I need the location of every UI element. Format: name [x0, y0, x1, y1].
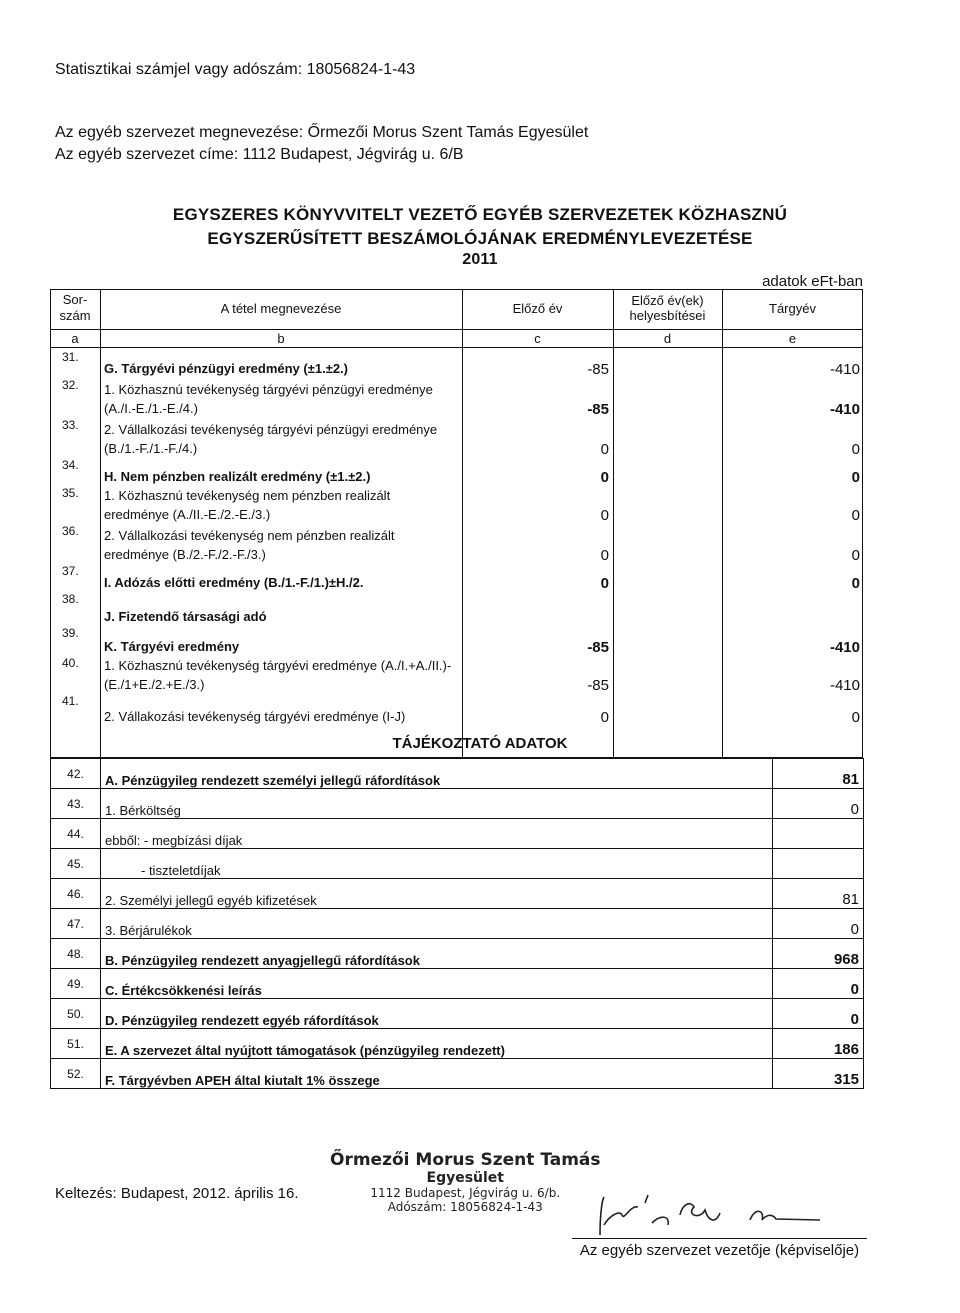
info-row — [51, 999, 864, 1029]
row-adj-value — [613, 418, 718, 458]
row-label: G. Tárgyévi pénzügyi eredmény (±1.±2.) — [104, 361, 349, 376]
info-row-value: 0 — [773, 999, 864, 1029]
row-prev-value: 0 — [600, 709, 609, 726]
info-row-label: C. Értékcsökkenési leírás — [101, 969, 773, 999]
row-cur-value: -410 — [829, 639, 860, 656]
row-adj-value — [613, 378, 718, 418]
info-row-number: 51. — [51, 1029, 101, 1059]
col-header-name: A tétel megnevezése — [220, 301, 342, 316]
row-number: 37. — [62, 564, 79, 578]
info-row-label: 3. Bérjárulékok — [101, 909, 773, 939]
row-cur-value: 0 — [851, 507, 860, 524]
info-row-value: 0 — [773, 789, 864, 819]
report-title-line2: EGYSZERŰSÍTETT BESZÁMOLÓJÁNAK EREDMÉNYLEVEZETÉSE — [207, 229, 753, 248]
row-number: 31. — [62, 350, 79, 364]
header-divider — [50, 329, 863, 330]
organization-stamp — [330, 1150, 601, 1214]
info-row-label: F. Tárgyévben APEH által kiutalt 1% összege — [101, 1059, 773, 1089]
info-row-number: 48. — [51, 939, 101, 969]
row-number: 34. — [62, 458, 79, 472]
info-row-value — [773, 819, 864, 849]
col-divider — [100, 289, 101, 758]
stamp-line3: 1112 Budapest, Jégvirág u. 6/b. — [370, 1186, 561, 1200]
col-letter-c: c — [534, 331, 541, 346]
info-row-value: 0 — [773, 909, 864, 939]
col-header-cur: Tárgyév — [769, 301, 816, 316]
row-label: J. Fizetendő társasági adó — [104, 609, 267, 624]
col-header-sorszam: Sor- szám — [59, 292, 91, 323]
col-header-adj: Előző év(ek) helyesbítései — [629, 293, 706, 323]
info-row — [51, 909, 864, 939]
row-label: K. Tárgyévi eredmény — [104, 639, 240, 654]
info-row-value: 968 — [773, 939, 864, 969]
info-row — [51, 849, 864, 879]
row-cur-value: 0 — [851, 575, 860, 592]
row-cur-value: -410 — [829, 401, 860, 418]
row-label: 1. Közhasznú tevékenység tárgyévi pénzügyi eredménye (A./I.-E./1.-E./4.) — [104, 382, 433, 416]
info-row-label: B. Pénzügyileg rendezett anyagjellegű ráfordítások — [101, 939, 773, 969]
info-row — [51, 789, 864, 819]
row-prev-value: -85 — [587, 639, 609, 656]
row-prev-value — [462, 592, 609, 626]
info-row — [51, 969, 864, 999]
info-row-label: A. Pénzügyileg rendezett személyi jellegű ráfordítások — [101, 759, 773, 789]
row-label: 1. Közhasznú tevékenység tárgyévi eredménye (A./I.+A./II.)- (E./1+E./2.+E./3.) — [104, 658, 452, 692]
col-letter-b: b — [277, 331, 285, 346]
row-cur-value: 0 — [851, 441, 860, 458]
row-adj-value — [613, 486, 718, 524]
info-row — [51, 1029, 864, 1059]
info-row — [51, 819, 864, 849]
row-prev-value: 0 — [600, 441, 609, 458]
tax-id-line: Statisztikai számjel vagy adószám: 18056824-1-43 — [55, 61, 416, 78]
info-row-label: - tiszteletdíjak — [101, 849, 773, 879]
row-label: H. Nem pénzben realizált eredmény (±1.±2.) — [104, 469, 371, 484]
letters-divider — [50, 347, 863, 348]
row-adj-value — [613, 626, 718, 656]
row-prev-value: -85 — [587, 677, 609, 694]
info-row-number: 52. — [51, 1059, 101, 1089]
signature-line — [572, 1238, 867, 1239]
col-letter-a: a — [71, 331, 79, 346]
info-row-label: ebből: - megbízási díjak — [101, 819, 773, 849]
row-prev-value: -85 — [587, 361, 609, 378]
row-adj-value — [613, 694, 718, 726]
info-row-number: 44. — [51, 819, 101, 849]
row-number: 36. — [62, 524, 79, 538]
row-cur-value — [722, 592, 860, 626]
row-label: 1. Közhasznú tevékenység nem pénzben realizált eredménye (A./II.-E./2.-E./3.) — [104, 488, 391, 522]
info-row-number: 49. — [51, 969, 101, 999]
info-row-number: 45. — [51, 849, 101, 879]
row-adj-value — [613, 524, 718, 564]
row-number: 35. — [62, 486, 79, 500]
report-title-line1: EGYSZERES KÖNYVVITELT VEZETŐ EGYÉB SZERVEZETEK KÖZHASZNÚ — [172, 205, 788, 224]
row-prev-value: 0 — [600, 575, 609, 592]
row-adj-value — [613, 656, 718, 694]
info-row-value — [773, 849, 864, 879]
unit-label: adatok eFt-ban — [762, 273, 863, 290]
report-year: 2011 — [462, 251, 498, 268]
info-row-label: 1. Bérköltség — [101, 789, 773, 819]
row-number: 38. — [62, 592, 79, 606]
info-row-number: 43. — [51, 789, 101, 819]
info-row — [51, 879, 864, 909]
row-number: 41. — [62, 694, 79, 708]
info-row-value: 315 — [773, 1059, 864, 1089]
info-row-number: 46. — [51, 879, 101, 909]
org-address-line: Az egyéb szervezet címe: 1112 Budapest, Jégvirág u. 6/B — [55, 146, 464, 163]
info-row-label: D. Pénzügyileg rendezett egyéb ráfordítások — [101, 999, 773, 1029]
info-row-label: 2. Személyi jellegű egyéb kifizetések — [101, 879, 773, 909]
info-row-number: 50. — [51, 999, 101, 1029]
row-label: 2. Vállalkozási tevékenység tárgyévi pénzügyi eredménye (B./1.-F./1.-F./4.) — [104, 422, 438, 456]
row-number: 32. — [62, 378, 79, 392]
row-adj-value — [613, 350, 718, 378]
row-cur-value: 0 — [851, 469, 860, 486]
info-table — [50, 758, 864, 1089]
stamp-line1: Őrmezői Morus Szent Tamás — [330, 1150, 601, 1170]
row-adj-value — [613, 564, 718, 592]
info-row-number: 42. — [51, 759, 101, 789]
info-section-title: TÁJÉKOZTATÓ ADATOK — [392, 735, 568, 752]
stamp-line4: Adószám: 18056824-1-43 — [387, 1200, 543, 1214]
row-number: 39. — [62, 626, 79, 640]
info-row — [51, 759, 864, 789]
row-cur-value: -410 — [829, 677, 860, 694]
row-adj-value — [613, 592, 718, 626]
col-letter-d: d — [663, 331, 672, 346]
info-row — [51, 939, 864, 969]
row-cur-value: 0 — [851, 547, 860, 564]
info-row — [51, 1059, 864, 1089]
col-letter-e: e — [788, 331, 797, 346]
stamp-line2: Egyesület — [426, 1170, 504, 1186]
row-prev-value: 0 — [600, 507, 609, 524]
info-row-number: 47. — [51, 909, 101, 939]
row-label: 2. Vállakozási tevékenység tárgyévi eredménye (I-J) — [104, 709, 406, 724]
info-row-value: 81 — [773, 879, 864, 909]
info-row-value: 81 — [773, 759, 864, 789]
signature-caption: Az egyéb szervezet vezetője (képviselője) — [579, 1242, 860, 1259]
row-cur-value: -410 — [829, 361, 860, 378]
row-label: I. Adózás előtti eredmény (B./1.-F./1.)±H./2. — [104, 575, 364, 590]
row-adj-value — [613, 458, 718, 486]
date-line: Keltezés: Budapest, 2012. április 16. — [55, 1185, 299, 1202]
org-name-line: Az egyéb szervezet megnevezése: Őrmezői Morus Szent Tamás Egyesület — [55, 124, 589, 141]
info-row-value: 186 — [773, 1029, 864, 1059]
row-prev-value: -85 — [587, 401, 609, 418]
row-prev-value: 0 — [600, 547, 609, 564]
row-cur-value: 0 — [851, 709, 860, 726]
info-row-label: E. A szervezet által nyújtott támogatások (pénzügyileg rendezett) — [101, 1029, 773, 1059]
row-prev-value: 0 — [600, 469, 609, 486]
handwritten-signature — [590, 1185, 830, 1240]
row-label: 2. Vállalkozási tevékenység nem pénzben realizált eredménye (B./2.-F./2.-F./3.) — [104, 528, 395, 562]
col-header-prev: Előző év — [512, 301, 563, 316]
info-row-value: 0 — [773, 969, 864, 999]
row-number: 33. — [62, 418, 79, 432]
row-number: 40. — [62, 656, 79, 670]
